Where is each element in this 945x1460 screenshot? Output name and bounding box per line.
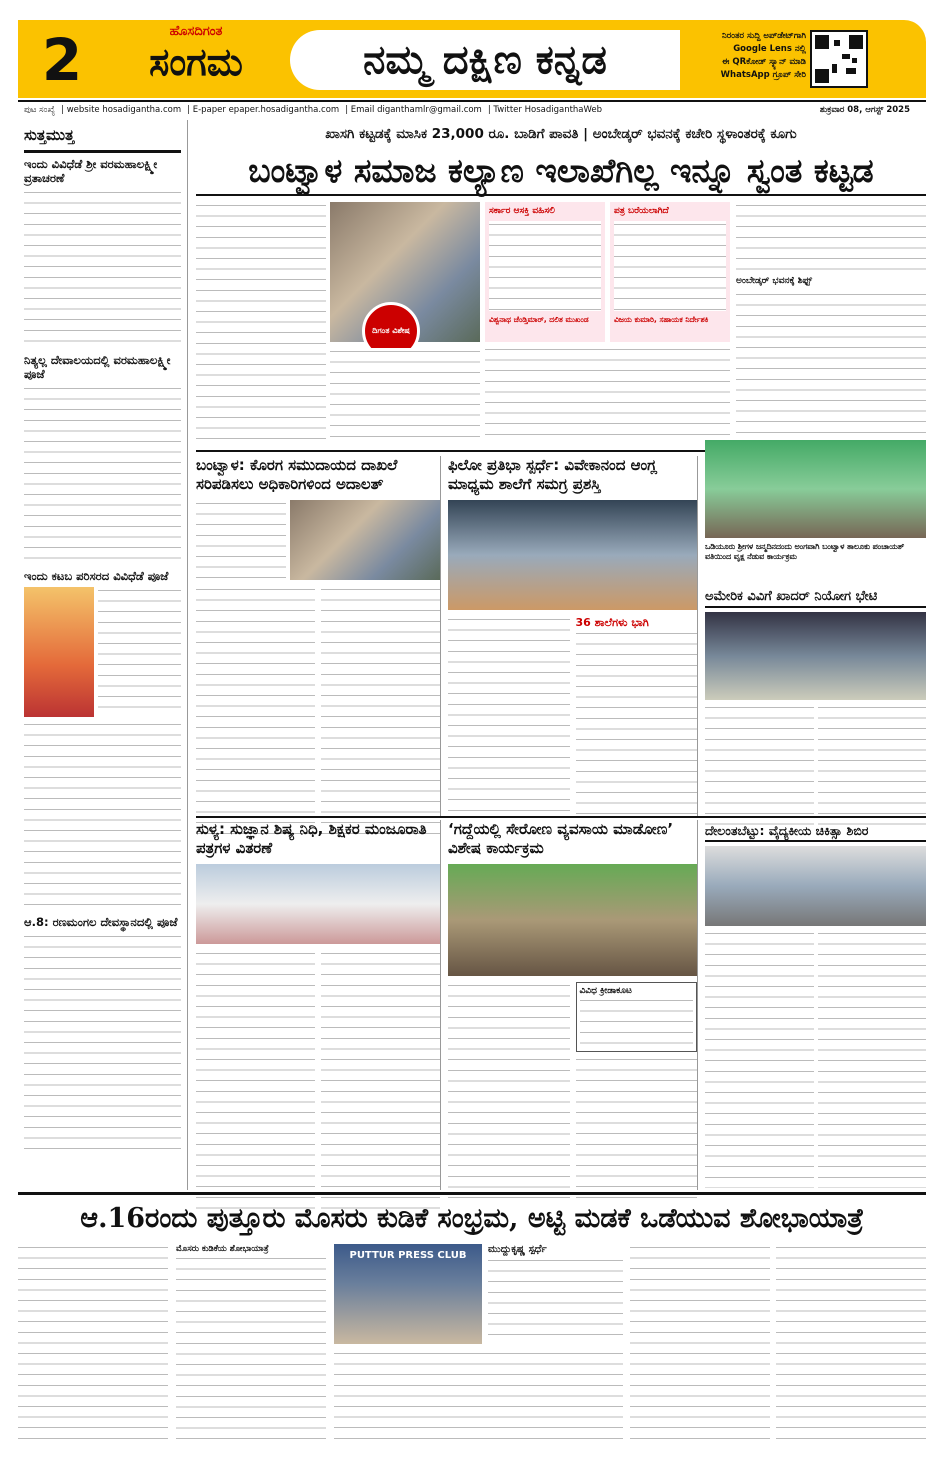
- epaper-link[interactable]: E-paper epaper.hosadigantha.com: [192, 105, 340, 115]
- story-medical-camp: ದೇಲಂತಬೆಟ್ಟು: ವೈದ್ಯಕೀಯ ಚಿಕಿತ್ಸಾ ಶಿಬಿರ: [705, 822, 926, 1190]
- qr-code[interactable]: [810, 30, 868, 88]
- diganta-vishesha-badge: ದಿಗಂತ ವಿಶೇಷ: [362, 302, 420, 360]
- lead-headline: ಬಂಟ್ವಾಳ ಸಮಾಜ ಕಲ್ಯಾಣ ಇಲಾಖೆಗಿಲ್ಲ ಇನ್ನೂ ಸ್ವಂತ ಕಟ್ಟಡ: [196, 146, 926, 196]
- bottom-sub-2: ಮುದ್ದುಕೃಷ್ಣ ಸ್ಪರ್ಧೆ: [488, 1244, 547, 1255]
- info-strip: ಪುಟ ಸಂಖ್ಯೆ | website hosadigantha.com | E-paper epaper.hosadigantha.com | Email diganthamlr@gmail.com | Twitter HosadiganthaWeb ಶುಕ್ರವಾರ 08, ಆಗಸ್ಟ್ 2025: [18, 100, 926, 116]
- brand-logo: [106, 24, 286, 94]
- left-headline-3: ಇಂದು ಕಟಬ ಪರಿಸರದ ವಿವಿಧೆಡೆ ಪೂಜೆ: [24, 569, 169, 583]
- story-tree-plant: ಒಡಿಯೂರು ಶ್ರೀಗಳ ಜನ್ಮದಿನದಂದು ಅಂಗವಾಗಿ ಬಂಟ್ವಾಳ ತಾಲೂಕು ಪಂಚಾಯತ್ ವತಿಯಿಂದ ವೃಕ್ಷ ನೆಡುವ ಕಾರ್ಯಕ್ರಮ: [705, 440, 926, 585]
- quote-box-1: ಸರ್ಕಾರ ಆಸಕ್ತಿ ವಹಿಸಲಿ ವಿಶ್ವನಾಥ ಚೆಂಡ್ತಿಮಾರ್, ದಲಿತ ಮುಖಂಡ: [485, 202, 605, 342]
- press-club-photo: PUTTUR PRESS CLUB: [334, 1244, 482, 1344]
- brand-small: ಹೊಸದಿಗಂತ: [169, 24, 223, 39]
- issue-date: ಶುಕ್ರವಾರ 08, ಆಗಸ್ಟ್ 2025: [819, 105, 910, 115]
- section-title: ನಮ್ಮ ದಕ್ಷಿಣ ಕನ್ನಡ: [290, 30, 680, 90]
- page-number: 2: [41, 26, 83, 94]
- story-america-visit: ಅಮೇರಿಕ ವಿವಿಗೆ ಖಾದರ್ ನಿಯೋಗ ಭೇಟಿ: [705, 588, 926, 818]
- column-title: ಸುತ್ತಮುತ್ತ: [24, 126, 75, 144]
- lead-kicker: ಖಾಸಗಿ ಕಟ್ಟಡಕ್ಕೆ ಮಾಸಿಕ 23,000 ರೂ. ಬಾಡಿಗೆ ಪಾವತಿ | ಅಂಬೇಡ್ಕರ್ ಭವನಕ್ಕೆ ಕಚೇರಿ ಸ್ಥಳಾಂತರಕ್ಕೆ ಕೂಗು: [325, 126, 797, 142]
- story-sullia: ಸುಳ್ಯ: ಸುಜ್ಞಾನ ಶಿಷ್ಯ ನಿಧಿ, ಶಿಕ್ಷಕರ ಮಂಜೂರಾತಿ ಪತ್ರಗಳ ವಿತರಣೆ: [196, 820, 441, 1190]
- brand-big: ಸಂಗಮ: [149, 40, 243, 85]
- story-korga-adalat: ಬಂಟ್ವಾಳ: ಕೊರಗ ಸಮುದಾಯದ ದಾಖಲೆ ಸರಿಪಡಿಸಲು ಅಧಿಕಾರಿಗಳಿಂದ ಅದಾಲತ್: [196, 456, 441, 816]
- goddess-image: [24, 587, 94, 717]
- left-headline-4: ಆ.8: ರಣಮಂಗಲ ದೇವಸ್ಥಾನದಲ್ಲಿ ಪೂಜೆ: [24, 915, 178, 929]
- left-column: [18, 120, 188, 1190]
- updates-note: ನಿರಂತರ ಸುದ್ದಿ ಅಪ್‌ಡೇಟ್‌ಗಾಗಿ Google Lens ನಲ್ಲಿ ಈ QRಕೋಡ್ ಸ್ಕ್ಯಾನ್ ಮಾಡಿ WhatsApp ಗ್ರೂಪ್ ಸೇರಿ: [720, 31, 806, 80]
- quote-box-2: ಪತ್ರ ಬರೆಯಲಾಗಿದೆ ವಿಜಯ ಕುಮಾರಿ, ಸಹಾಯಕ ನಿರ್ದೇಶಕಿ: [610, 202, 730, 342]
- left-headline-1: ಇಂದು ವಿವಿಧೆಡೆ ಶ್ರೀ ವರಮಹಾಲಕ್ಷ್ಮೀ ವ್ರತಾಚರಣೆ: [24, 157, 158, 185]
- bottom-headline: ಆ.16ರಂದು ಪುತ್ತೂರು ಮೊಸರು ಕುಡಿಕೆ ಸಂಭ್ರಮ, ಅಟ್ಟಿ ಮಡಕೆ ಒಡೆಯುವ ಶೋಭಾಯಾತ್ರೆ: [18, 1192, 926, 1240]
- left-headline-2: ನಿತ್ಯಲ್ಲ ದೇವಾಲಯದಲ್ಲಿ ವರಮಹಾಲಕ್ಷ್ಮೀ ಪೂಜೆ: [24, 353, 171, 381]
- lead-right-col: ಅಂಬೇಡ್ಕರ್ ಭವನಕ್ಕೆ ಶಿಫ್ಟ್: [736, 202, 926, 442]
- twitter-link[interactable]: Twitter HosadiganthaWeb: [493, 105, 603, 115]
- story-philo-pratibha: ಫಿಲೋ ಪ್ರತಿಭಾ ಸ್ಪರ್ಧೆ: ವಿವೇಕಾನಂದ ಆಂಗ್ಲ ಮಾಧ್ಯಮ ಶಾಲೆಗೆ ಸಮಗ್ರ ಪ್ರಶಸ್ತಿ 36 ಶಾಲೆಗಳು ಭಾಗಿ: [448, 456, 698, 816]
- story-paddy-field: ‘ಗದ್ದೆಯಲ್ಲಿ ಸೇರೋಣ ವ್ಯವಸಾಯ ಮಾಡೋಣ’ ವಿಶೇಷ ಕಾರ್ಯಕ್ರಮ ವಿವಿಧ ಕ್ರೀಡಾಕೂಟ: [448, 820, 698, 1190]
- lead-body-1: [196, 202, 326, 442]
- email-link[interactable]: Email diganthamlr@gmail.com: [350, 105, 482, 115]
- website-link[interactable]: website hosadigantha.com: [66, 105, 182, 115]
- bottom-sub-1: ಮೊಸರು ಕುಡಿಕೆಯ ಶೋಭಾಯಾತ್ರೆ: [176, 1244, 269, 1254]
